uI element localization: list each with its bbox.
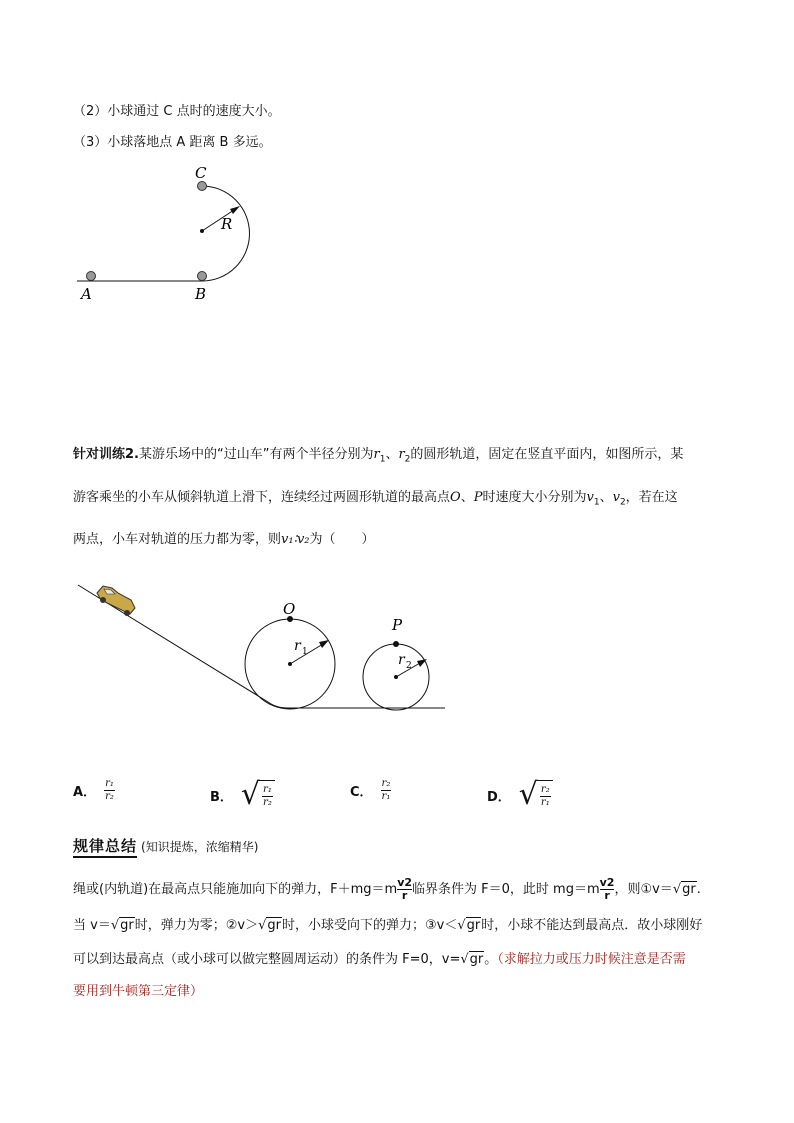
- note-red: （求解拉力或压力时候注意是否需: [497, 952, 686, 967]
- option-letter: C．: [350, 785, 373, 800]
- radicand: gr: [682, 882, 696, 897]
- fraction: [262, 784, 273, 809]
- text: 时，小球受向下的弹力；③v＜: [282, 918, 458, 933]
- fraction: [381, 778, 392, 803]
- summary-line-1: [73, 877, 701, 902]
- text: 时，小球不能达到最高点．故小球刚好: [481, 918, 703, 933]
- summary-line-4: 要用到牛顿第三定律）: [73, 984, 204, 999]
- symbol-o: O: [450, 490, 461, 505]
- option-d[interactable]: [487, 778, 553, 812]
- text: ，则①v＝: [614, 882, 673, 897]
- option-b[interactable]: [210, 778, 275, 812]
- numerator: r₂: [540, 784, 550, 795]
- text: 可以到达最高点（或小球可以做完整圆周运动）的条件为 F=0，v=: [73, 952, 461, 967]
- symbol-v2: v: [612, 490, 620, 505]
- ratio: v₁∶v₂: [281, 532, 310, 547]
- option-a[interactable]: [73, 778, 115, 803]
- text: 临界条件为 F＝0，此时 mg＝m: [412, 882, 600, 897]
- point-p: [393, 641, 399, 647]
- sub: 2: [404, 454, 411, 465]
- denominator: r₂: [263, 797, 272, 808]
- question-3: （3）小球落地点 A 距离 B 多远。: [73, 135, 272, 150]
- sqrt: √gr: [110, 918, 134, 933]
- text: 两点，小车对轨道的压力都为零，则: [73, 532, 282, 547]
- denominator: r₁: [381, 791, 391, 802]
- denominator: r₂: [105, 791, 114, 802]
- radicand: gr: [466, 918, 481, 933]
- summary-title: 规律总结: [73, 837, 137, 858]
- sub: 1: [593, 497, 600, 508]
- numerator: r₁: [263, 784, 272, 795]
- numerator: r₁: [105, 778, 114, 789]
- numerator: v2: [599, 876, 615, 889]
- sqrt: √gr: [460, 952, 484, 967]
- label-p: P: [392, 616, 403, 634]
- label-a: A: [81, 285, 92, 303]
- label-o: O: [283, 600, 296, 618]
- label-b: B: [195, 285, 207, 303]
- label-r: R: [221, 215, 233, 233]
- denominator: r: [604, 889, 610, 902]
- summary-subtitle: (知识提炼，浓缩精华): [141, 840, 259, 854]
- svg-text:1: 1: [302, 647, 308, 657]
- training-prefix: 针对训练: [73, 447, 126, 462]
- text: 时速度大小分别为: [482, 490, 587, 505]
- question-2: （2）小球通过 C 点时的速度大小。: [73, 104, 281, 119]
- text: 、: [599, 490, 613, 505]
- radicand: gr: [120, 918, 134, 933]
- text: 的圆形轨道，固定在竖直平面内，如图所示，某: [410, 447, 684, 462]
- sqrt: √ $\frac{\text{r₁}}{\text{r₂}}$: [241, 778, 275, 812]
- text: 当 v＝: [73, 918, 111, 933]
- summary-line-2: [73, 916, 702, 936]
- fraction: [397, 877, 412, 902]
- text: .: [696, 882, 701, 897]
- fraction: [600, 877, 615, 902]
- denominator: r: [401, 889, 408, 902]
- sub: 1: [379, 454, 386, 465]
- numerator: v2: [397, 876, 413, 889]
- text: 某游乐场中的“过山车”有两个半径分别为: [139, 447, 374, 462]
- option-letter: B．: [210, 789, 233, 805]
- sqrt: √ $\frac{\text{r₂}}{\text{r₁}}$: [519, 778, 553, 812]
- sub: 2: [619, 497, 626, 508]
- text: 。: [484, 952, 498, 967]
- svg-text:2: 2: [406, 661, 412, 671]
- label-r1: r: [294, 638, 301, 654]
- label-c: C: [195, 164, 207, 182]
- text: 游客乘坐的小车从倾斜轨道上滑下，连续经过两圆形轨道的最高点: [73, 490, 451, 505]
- symbol-v1: v: [586, 490, 594, 505]
- label-r2: r: [398, 652, 405, 668]
- sqrt: √gr: [457, 918, 481, 933]
- option-letter: D．: [487, 789, 511, 805]
- car-icon: [97, 586, 135, 616]
- fraction: [540, 784, 551, 809]
- sqrt: √gr: [258, 918, 281, 933]
- summary-line-3: [73, 950, 686, 970]
- text: 、: [460, 490, 474, 505]
- symbol-r2: r: [398, 447, 405, 462]
- summary-heading: [73, 835, 258, 856]
- training-number: 2.: [125, 447, 139, 462]
- text: 为（ ）: [309, 532, 375, 547]
- text: 绳或(内轨道)在最高点只能施加向下的弹力，F＋mg＝m: [73, 882, 398, 897]
- sqrt: √gr: [672, 882, 696, 897]
- denominator: r₁: [540, 797, 550, 808]
- text: ，若在这: [625, 490, 678, 505]
- option-c[interactable]: [350, 778, 391, 803]
- symbol-p: P: [473, 490, 483, 505]
- symbol-r1: r: [373, 447, 380, 462]
- text: 、: [385, 447, 399, 462]
- numerator: r₂: [381, 778, 391, 789]
- text: 时，弹力为零；②v＞: [134, 918, 259, 933]
- radicand: gr: [469, 952, 484, 967]
- radicand: gr: [267, 918, 281, 933]
- fraction: [104, 778, 115, 803]
- option-letter: A．: [73, 785, 97, 800]
